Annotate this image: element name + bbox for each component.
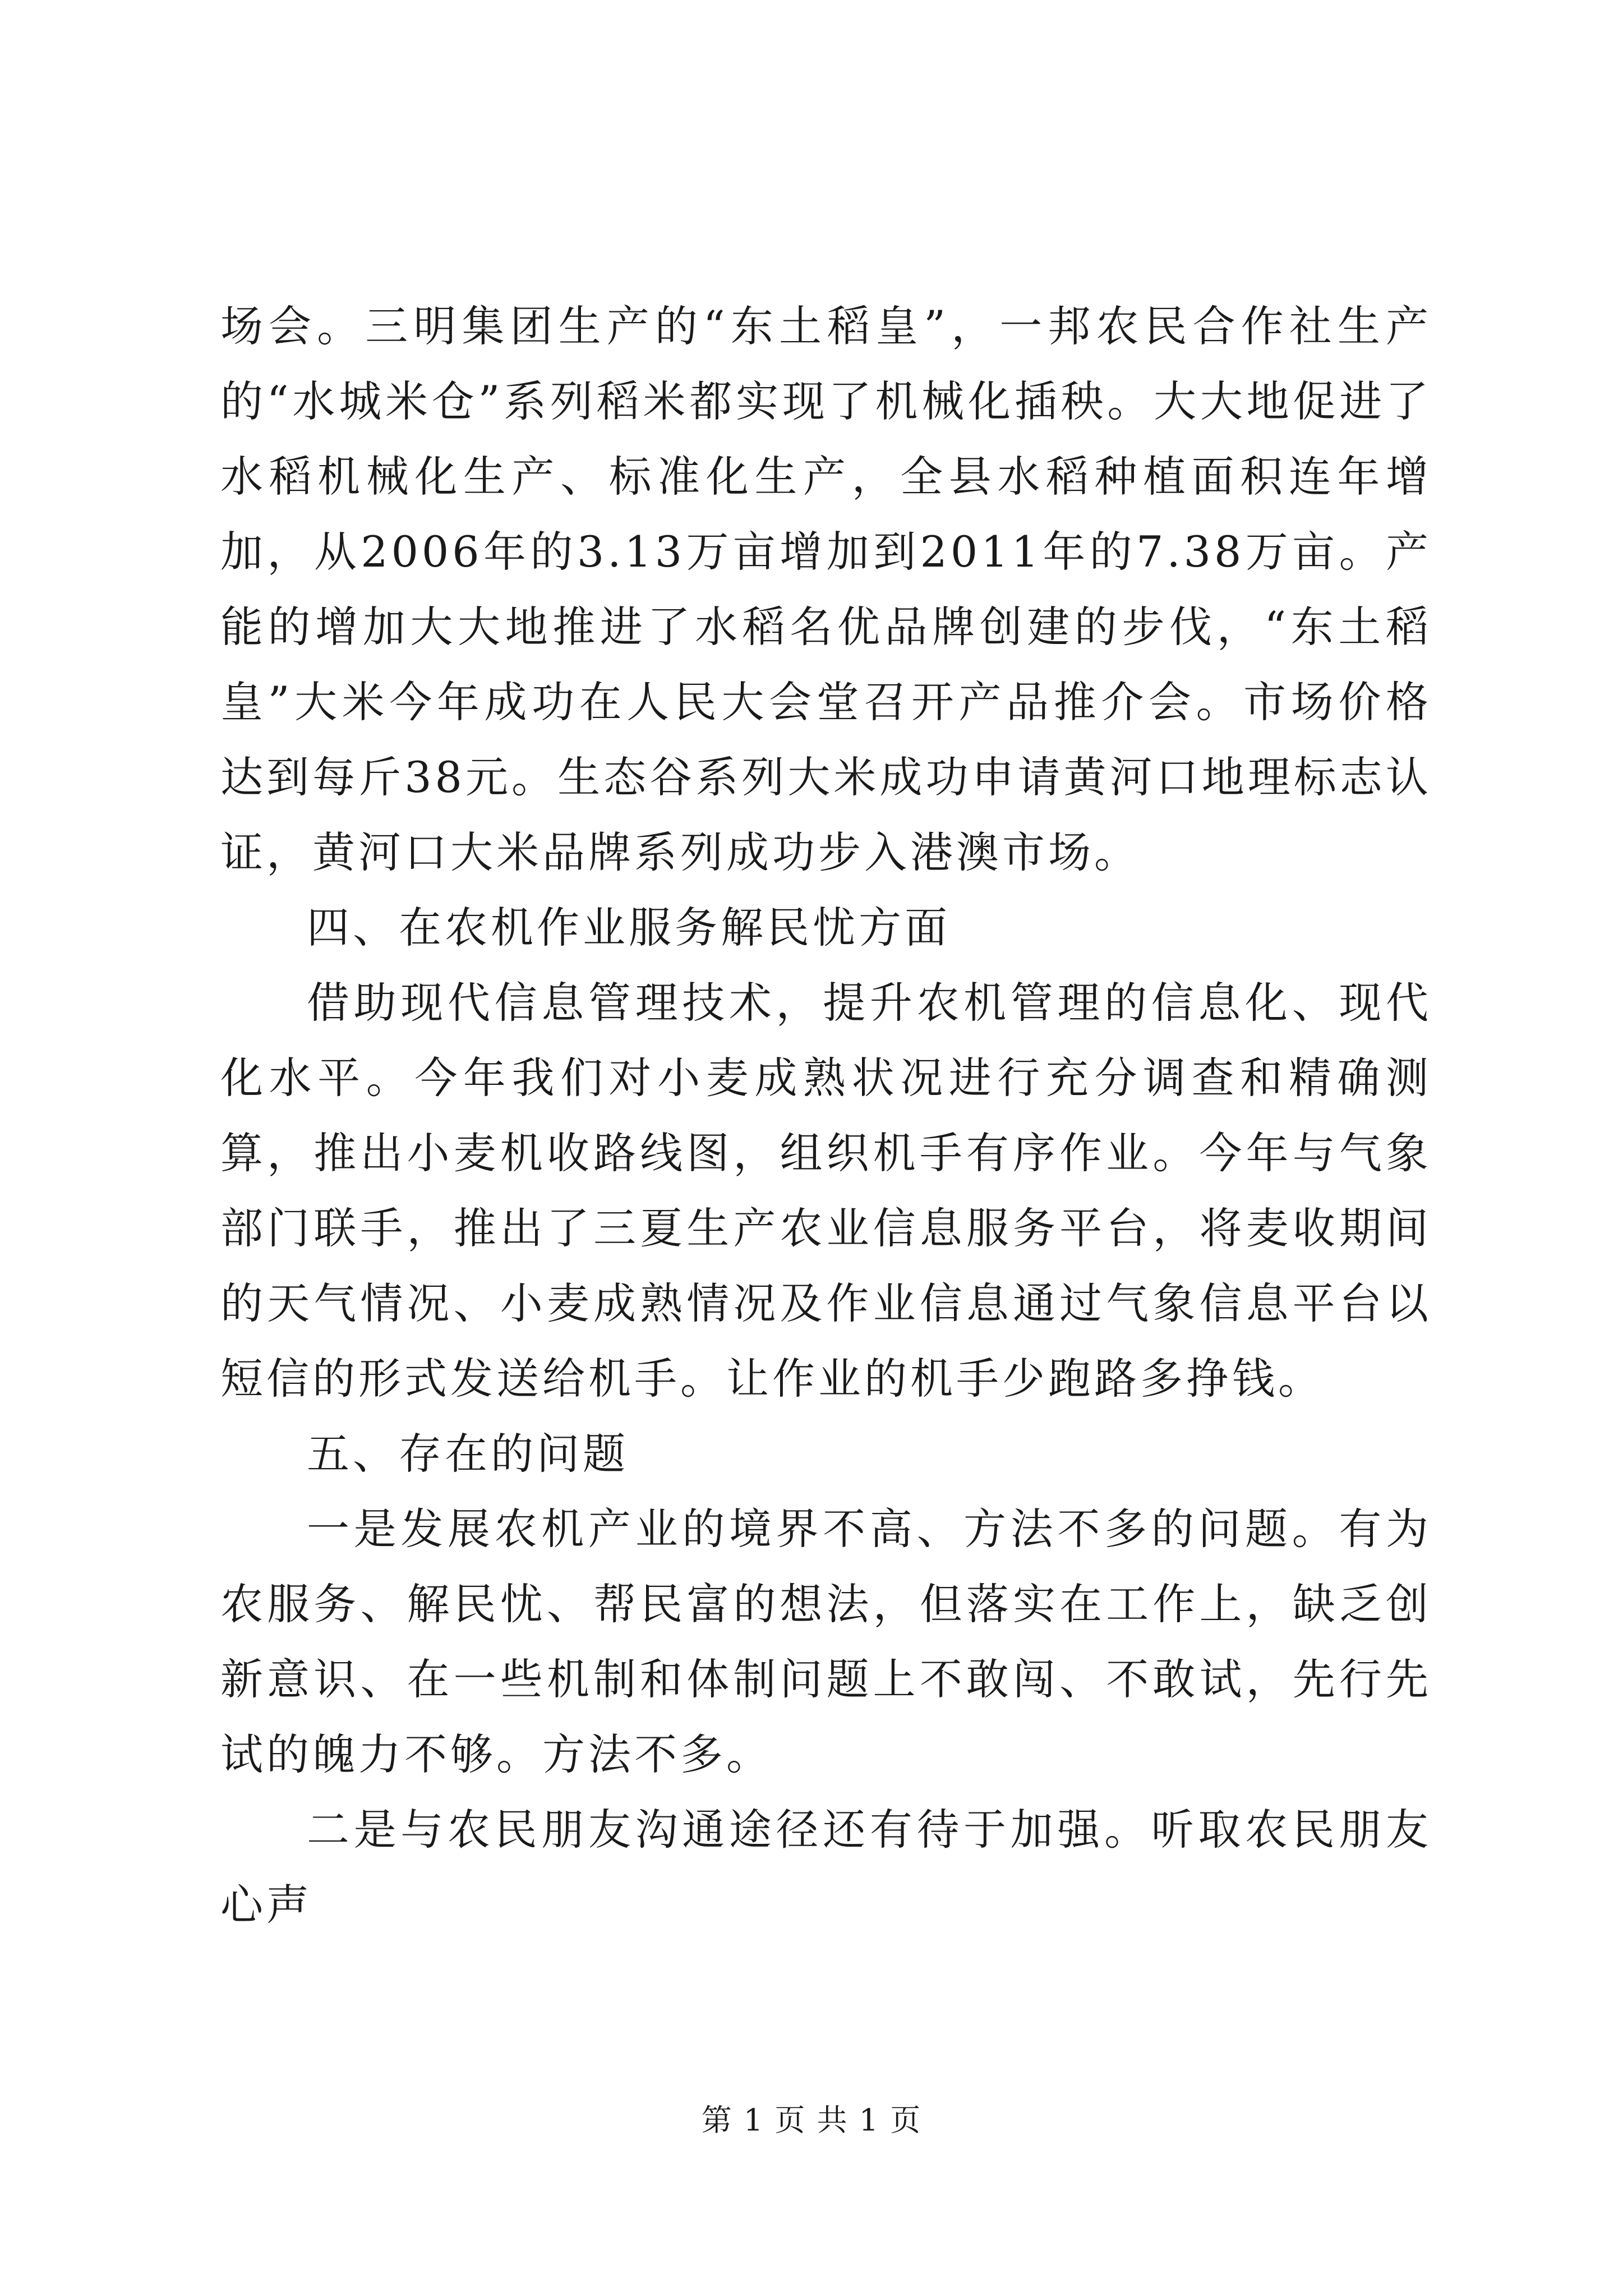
section-heading-4: 四、在农机作业服务解民忧方面: [307, 903, 951, 953]
paragraph-continuation: 场会。三明集团生产的“东土稻皇”，一邦农民合作社生产的“水城米仓”系列稻米都实现了机械化插秧。大大地促进了水稻机械化生产、标准化生产，全县水稻种植面积连年增加，从2006年的3.13万亩增加到2011年的7.38万亩。产能的增加大大地推进了水稻名优品牌创建的步伐，“东土稻皇”大米今年成功在人民大会堂召开产品推介会。市场价格达到每斤38元。生态谷系列大米成功申请黄河口地理标志认证，黄河口大米品牌系列成功步入港澳市场。: [220, 301, 1432, 877]
paragraph-section-4: 借助现代信息管理技术，提升农机管理的信息化、现代化水平。今年我们对小麦成熟状况进行充分调查和精确测算，推出小麦机收路线图，组织机手有序作业。今年与气象部门联手，推出了三夏生产农业信息服务平台，将麦收期间的天气情况、小麦成熟情况及作业信息通过气象信息平台以短信的形式发送给机手。让作业的机手少跑路多挣钱。: [220, 978, 1432, 1404]
page-footer: 第 1 页 共 1 页: [701, 2102, 922, 2138]
paragraph-problem-2: 二是与农民朋友沟通途径还有待于加强。听取农民朋友心声: [220, 1805, 1432, 1930]
document-body: [220, 289, 1432, 1943]
section-heading-5: 五、存在的问题: [307, 1429, 629, 1479]
paragraph-problem-1: 一是发展农机产业的境界不高、方法不多的问题。有为农服务、解民忧、帮民富的想法，但落实在工作上，缺乏创新意识、在一些机制和体制问题上不敢闯、不敢试，先行先试的魄力不够。方法不多。: [220, 1504, 1432, 1779]
